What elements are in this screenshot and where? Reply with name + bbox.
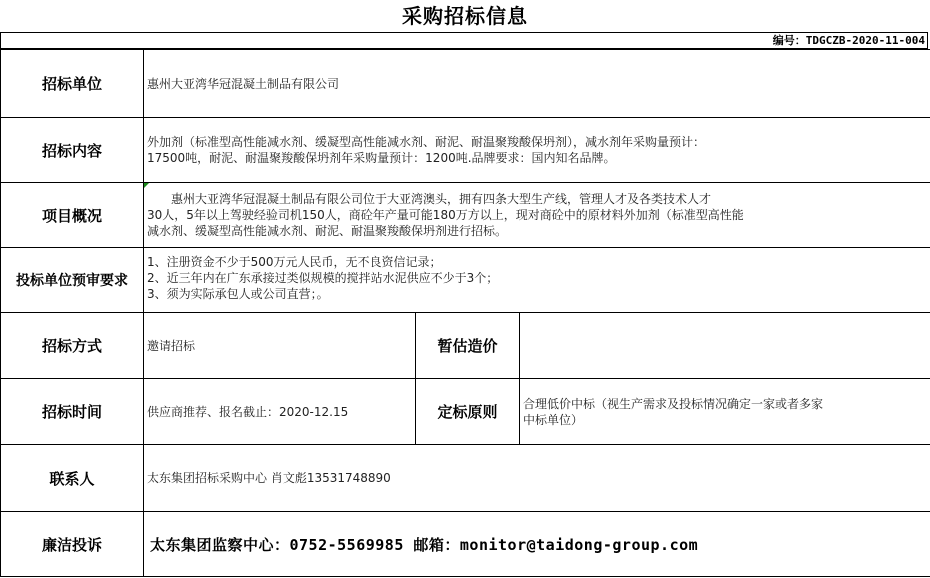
cell-comment-marker — [144, 183, 149, 188]
label-content: 招标内容 — [1, 118, 144, 183]
value-principle — [520, 379, 930, 445]
row-unit — [1, 50, 930, 118]
tender-info-table — [0, 49, 930, 577]
content-line: 外加剂（标准型高性能减水剂、缓凝型高性能减水剂、耐泥、耐温聚羧酸保坍剂），减水剂年采购量预计： — [147, 135, 706, 149]
label-principle: 定标原则 — [416, 379, 520, 445]
value-time: 供应商推荐、报名截止：2020-12.15 — [144, 379, 416, 445]
requirement-line: 2、近三年内在广东承接过类似规模的搅拌站水泥供应不少于3个； — [147, 271, 499, 285]
row-content — [1, 118, 930, 183]
row-overview — [1, 183, 930, 248]
label-method: 招标方式 — [1, 313, 144, 379]
overview-line: 惠州大亚湾华冠混凝土制品有限公司位于大亚湾澳头，拥有四条大型生产线，管理人才及各类技术人才 — [171, 192, 712, 206]
label-contact: 联系人 — [1, 445, 144, 512]
value-estimate — [520, 313, 930, 379]
doc-code: 编号：TDGCZB-2020-11-004 — [772, 34, 925, 47]
page-title: 采购招标信息 — [402, 4, 528, 28]
label-time: 招标时间 — [1, 379, 144, 445]
label-estimate: 暂估造价 — [416, 313, 520, 379]
label-overview: 项目概况 — [1, 183, 144, 248]
value-unit: 惠州大亚湾华冠混凝土制品有限公司 — [144, 50, 930, 118]
principle-line: 合理低价中标（视生产需求及投标情况确定一家或者多家 — [523, 396, 824, 411]
overview-line: 减水剂、缓凝型高性能减水剂、耐泥、耐温聚羧酸保坍剂进行招标。 — [147, 224, 508, 238]
label-requirements: 投标单位预审要求 — [1, 248, 144, 313]
row-complaint — [1, 512, 930, 577]
value-content — [144, 118, 930, 183]
row-time — [1, 379, 930, 445]
label-complaint: 廉洁投诉 — [1, 512, 144, 577]
row-method — [1, 313, 930, 379]
doc-code-row — [0, 32, 928, 49]
row-contact — [1, 445, 930, 512]
value-requirements — [144, 248, 930, 313]
requirement-line: 3、须为实际承包人或公司直营；。 — [147, 287, 329, 301]
value-overview — [144, 183, 930, 248]
overview-line: 30人，5年以上驾驶经验司机150人，商砼年产量可能180万方以上，现对商砼中的原材料外加剂（标准型高性能 — [147, 208, 744, 222]
principle-line: 中标单位） — [523, 412, 584, 427]
value-contact: 太东集团招标采购中心 肖文彪13531748890 — [144, 445, 930, 512]
value-complaint: 太东集团监察中心：0752-5569985 邮箱：monitor@taidong-group.com — [144, 512, 930, 577]
row-requirements — [1, 248, 930, 313]
content-line: 17500吨，耐泥、耐温聚羧酸保坍剂年采购量预计：1200吨.品牌要求：国内知名品牌。 — [147, 151, 616, 165]
label-unit: 招标单位 — [1, 50, 144, 118]
value-method: 邀请招标 — [144, 313, 416, 379]
requirement-line: 1、注册资金不少于500万元人民币，无不良资信记录； — [147, 255, 442, 269]
